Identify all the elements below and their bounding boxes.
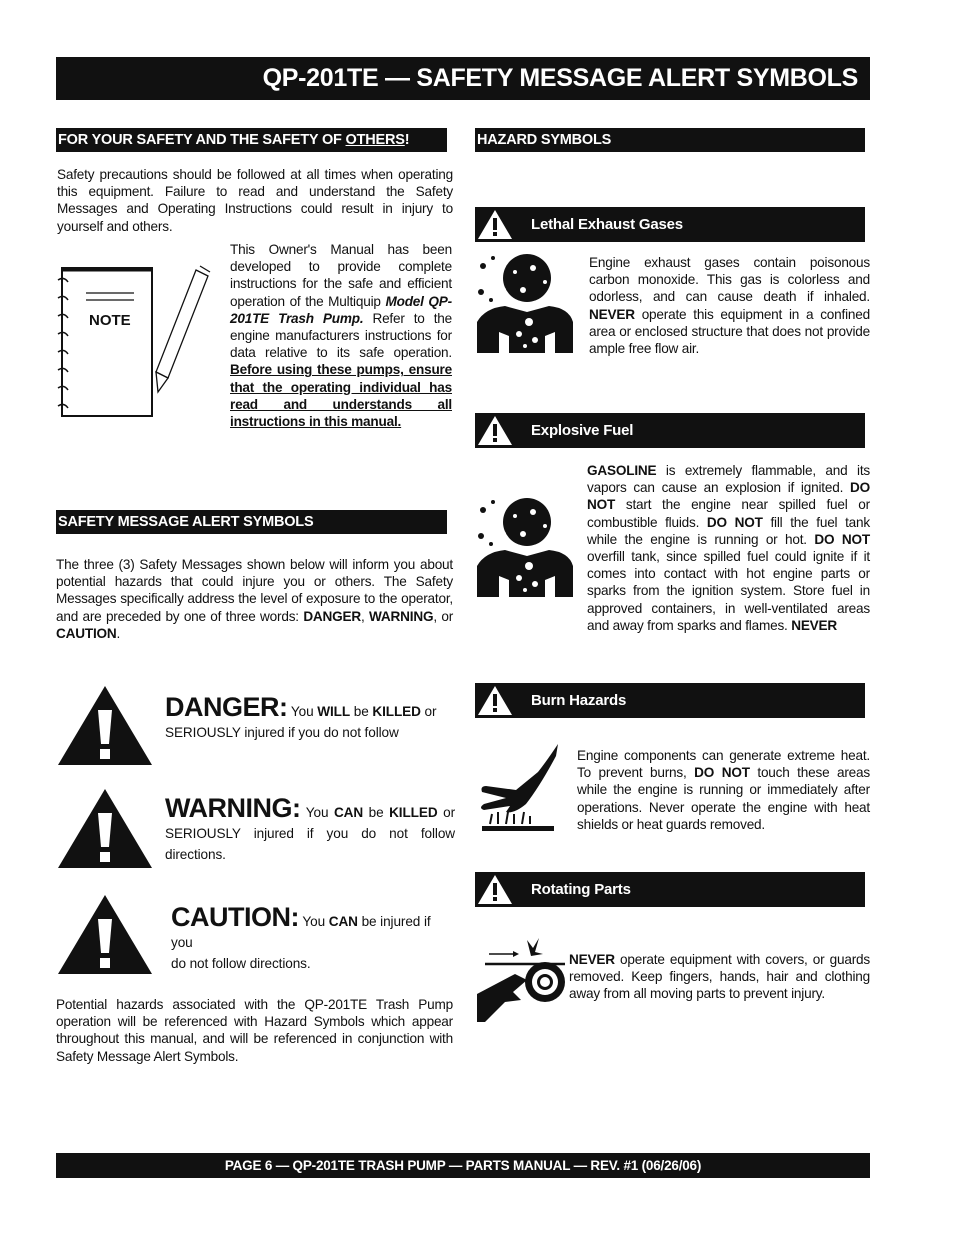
exhaust-hazard-bar: Lethal Exhaust Gases	[475, 207, 865, 242]
burn-hand-icon	[476, 742, 561, 834]
caution-word: CAUTION:	[171, 902, 299, 932]
caution-alert-icon	[57, 895, 153, 975]
note-notebook-illustration	[56, 262, 216, 422]
closing-text: Potential hazards associated with the QP-201TE Trash Pump operation will be referenced with Hazard Symbols which appear throughout this manual, and will be referenced in conjunction with Safety Message Alert Symbols.	[56, 997, 453, 1064]
alert-symbols-heading: SAFETY MESSAGE ALERT SYMBOLS	[56, 510, 447, 534]
rotating-parts-icon	[475, 934, 567, 1026]
owners-manual-text: This Owner's Manual has been developed to provide complete instructions for the safe and efficient operation of the Multiquip Model QP-201TE Trash Pump. Refer to the engine manufacturers instructions for data relative to its safe operation. Before using these pumps, ensure that the operating individual has read and understands all instructions in this manual.	[230, 242, 452, 430]
fuel-hazard-bar: Explosive Fuel	[475, 413, 865, 448]
caution-message: CAUTION: You CAN be injured if you do not follow directions.	[171, 902, 431, 971]
page-footer	[56, 1153, 870, 1178]
safety-section-heading: FOR YOUR SAFETY AND THE SAFETY OF OTHERS!	[56, 128, 447, 152]
burn-hazard-bar: Burn Hazards	[475, 683, 865, 718]
burn-hazard-text: Engine components can generate extreme heat. To prevent burns, DO NOT touch these areas while the engine is running or immediately after operations. Never operate the engine with heat shields or heat guards removed.	[577, 748, 870, 832]
alert-intro-text: The three (3) Safety Messages shown below will inform you about potential hazards that could injure you or others. The Safety Messages specifically address the level of exposure to the operator, and are preceded by one of three words: DANGER, WARNING, or CAUTION.	[56, 557, 454, 641]
alert-triangle-icon	[475, 207, 515, 242]
warning-word: WARNING:	[165, 793, 301, 823]
danger-alert-icon	[57, 686, 153, 766]
alert-triangle-icon	[475, 413, 515, 448]
explosive-fuel-icon	[475, 494, 575, 599]
rotating-hazard-bar: Rotating Parts	[475, 872, 865, 907]
page-title-bar	[56, 57, 870, 100]
exhaust-gas-icon	[475, 250, 575, 355]
note-label: NOTE	[89, 312, 131, 329]
footer-text: PAGE 6 — QP-201TE TRASH PUMP — PARTS MANUAL — REV. #1 (06/26/06)	[224, 1158, 702, 1173]
alert-triangle-icon	[475, 872, 515, 907]
danger-word: DANGER:	[165, 692, 288, 722]
warning-message: WARNING: You CAN be KILLED or SERIOUSLY injured if you do not follow directions.	[165, 793, 455, 862]
hazard-symbols-heading: HAZARD SYMBOLS	[475, 128, 865, 152]
fuel-hazard-text: GASOLINE is extremely flammable, and its vapors can cause an explosion if ignited. DO NOT start the engine near spilled fuel or combustible fluids. DO NOT fill the fuel tank while the engine is running or hot. DO NOT overfill tank, since spilled fuel could ignite if it comes into contact with hot engine parts or sparks from the ignition system. Store fuel in approved containers, in well-ventilated areas and away from sparks and flames. NEVER	[587, 463, 871, 633]
safety-precautions-text: Safety precautions should be followed at all times when operating this equipment. Failure to read and understand the Safety Messages and Operating Instructions could result in injury to yourself and others.	[57, 167, 453, 234]
danger-message: DANGER: You WILL be KILLED or SERIOUSLY injured if you do not follow	[165, 692, 437, 740]
page-title: QP-201TE — SAFETY MESSAGE ALERT SYMBOLS	[262, 64, 858, 92]
alert-triangle-icon	[475, 683, 515, 718]
exhaust-hazard-text: Engine exhaust gases contain poisonous carbon monoxide. This gas is colorless and odorless, and can cause death if inhaled. NEVER operate this equipment in a confined area or enclosed structure that does not provide ample free flow air.	[589, 255, 870, 357]
rotating-hazard-text: NEVER operate equipment with covers, or guards removed. Keep fingers, hands, hair and clothing away from all moving parts to prevent injury.	[569, 952, 870, 1002]
warning-alert-icon	[57, 789, 153, 869]
